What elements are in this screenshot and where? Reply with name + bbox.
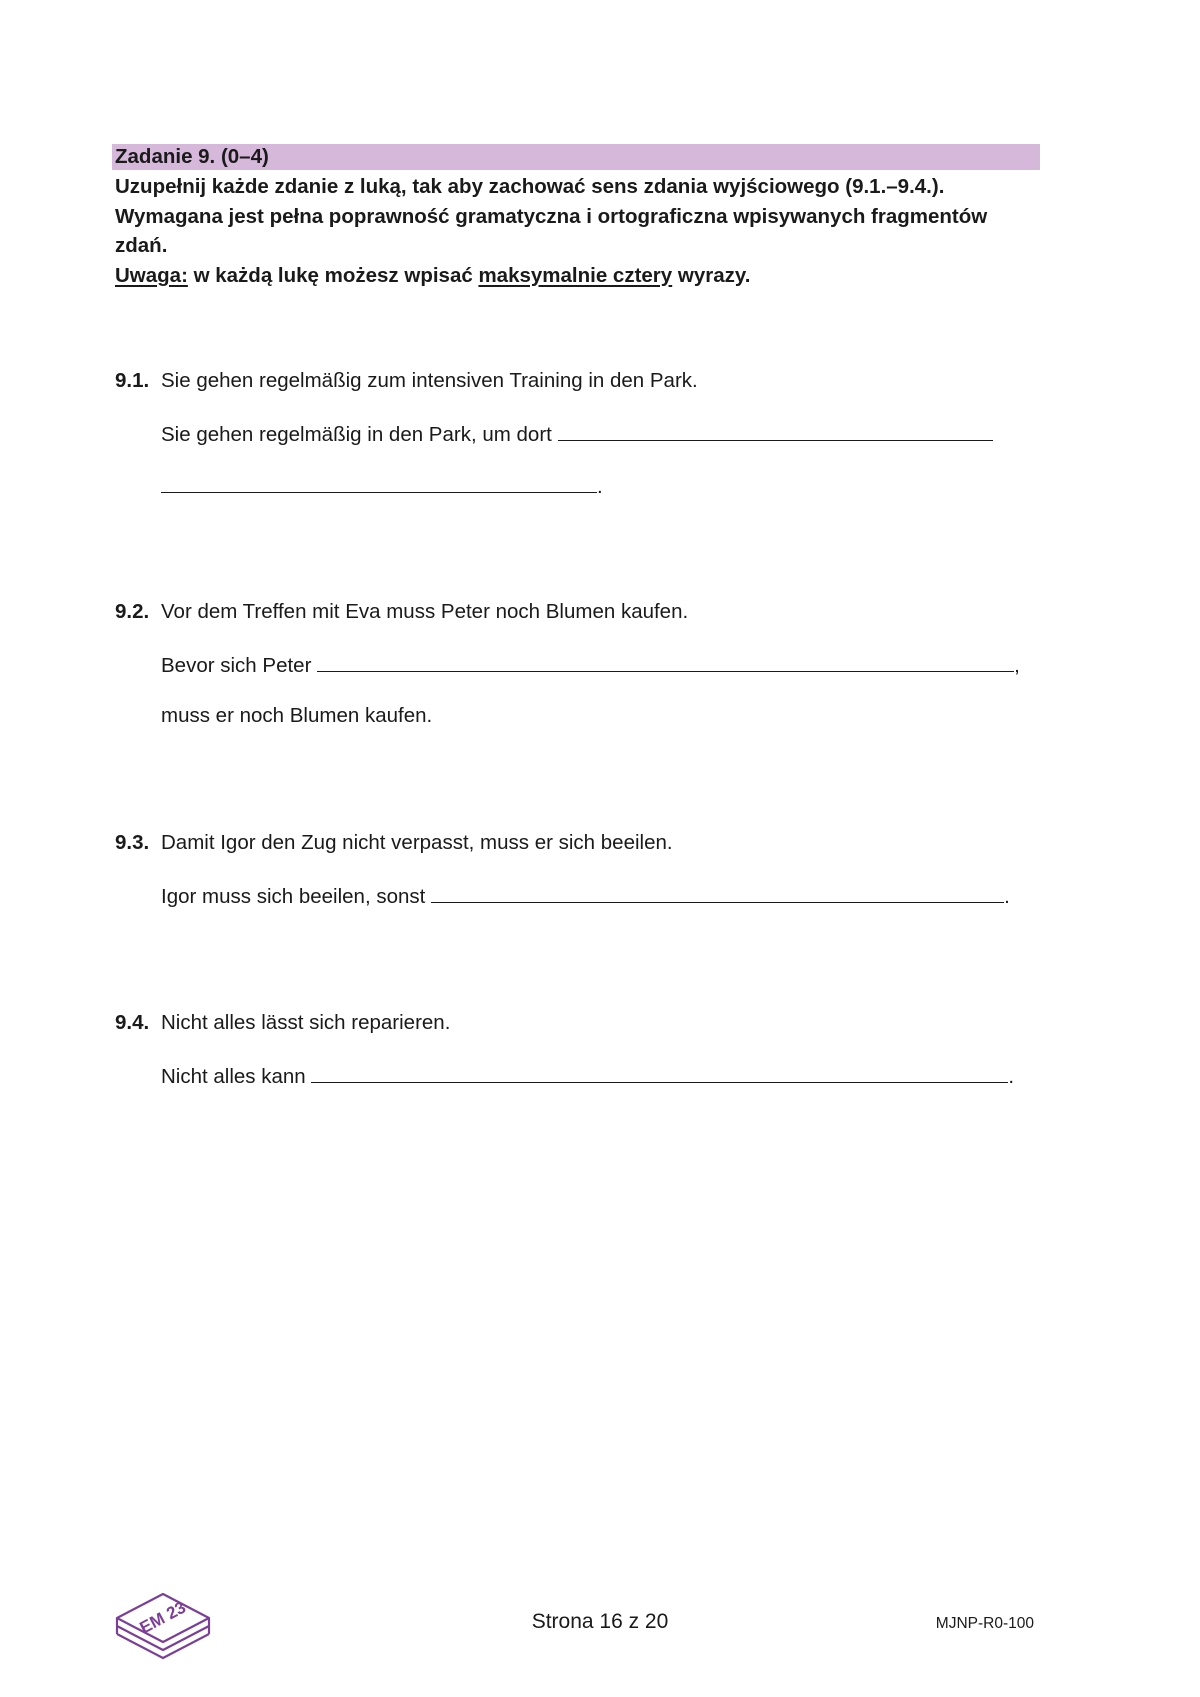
note-emphasis: maksymalnie cztery: [478, 263, 673, 287]
note-text-1: w każdą lukę możesz wpisać: [187, 263, 479, 287]
item-continuation: muss er noch Blumen kaufen.: [161, 704, 433, 727]
item-prefix: Bevor sich Peter: [161, 654, 312, 677]
item-source-sentence: Vor dem Treffen mit Eva muss Peter noch Blumen kaufen.: [161, 600, 689, 623]
item-end: .: [1004, 885, 1010, 908]
item-continuation-row: [161, 703, 432, 729]
logo-text: EM 23: [136, 1597, 189, 1638]
item-source-sentence: Nicht alles lässt sich reparieren.: [161, 1011, 451, 1034]
note-text-2: wyrazy.: [672, 263, 751, 287]
instruction-note: [115, 261, 1045, 291]
item-source-sentence: Damit Igor den Zug nicht verpasst, muss er sich beeilen.: [161, 831, 673, 854]
page-number: Strona 16 z 20: [531, 1610, 669, 1633]
item-number: 9.1.: [115, 369, 150, 392]
answer-gap-9-1a[interactable]: [558, 420, 993, 441]
instruction-line-2: Wymagana jest pełna poprawność gramatyczna i ortograficzna wpisywanych fragmentów zdań.: [115, 204, 988, 257]
answer-gap-9-2[interactable]: [317, 651, 1014, 672]
task-instructions: [115, 172, 1045, 290]
item-prefix: Igor muss sich beeilen, sonst: [161, 885, 426, 908]
instruction-line-1: Uzupełnij każde zdanie z luką, tak aby zachować sens zdania wyjściowego (9.1.–9.4.).: [115, 175, 945, 198]
task-title: Zadanie 9. (0–4): [112, 144, 1040, 170]
answer-gap-9-1b[interactable]: [161, 472, 597, 493]
item-number: 9.4.: [115, 1011, 150, 1034]
item-end: ,: [1014, 654, 1020, 677]
document-code: MJNP-R0-100: [935, 1615, 1034, 1632]
item-source-row: [115, 830, 673, 856]
item-prefix: Nicht alles kann: [161, 1065, 306, 1088]
item-answer-row: [161, 651, 1020, 679]
item-source-row: [115, 599, 688, 625]
item-number: 9.2.: [115, 600, 150, 623]
item-source-sentence: Sie gehen regelmäßig zum intensiven Training in den Park.: [161, 369, 698, 392]
item-source-row: [115, 1010, 450, 1036]
item-answer-row: [161, 420, 993, 448]
item-end: .: [1008, 1065, 1015, 1088]
item-answer-row: [161, 1062, 1014, 1090]
item-end: .: [597, 475, 603, 498]
item-prefix: Sie gehen regelmäßig in den Park, um dort: [161, 423, 552, 446]
item-answer-row: [161, 882, 1010, 910]
answer-gap-9-4[interactable]: [311, 1062, 1008, 1083]
item-number: 9.3.: [115, 831, 150, 854]
note-label: Uwaga:: [115, 263, 188, 287]
item-source-row: [115, 368, 698, 394]
item-answer-row-2: [161, 472, 603, 500]
answer-gap-9-3[interactable]: [431, 882, 1004, 903]
